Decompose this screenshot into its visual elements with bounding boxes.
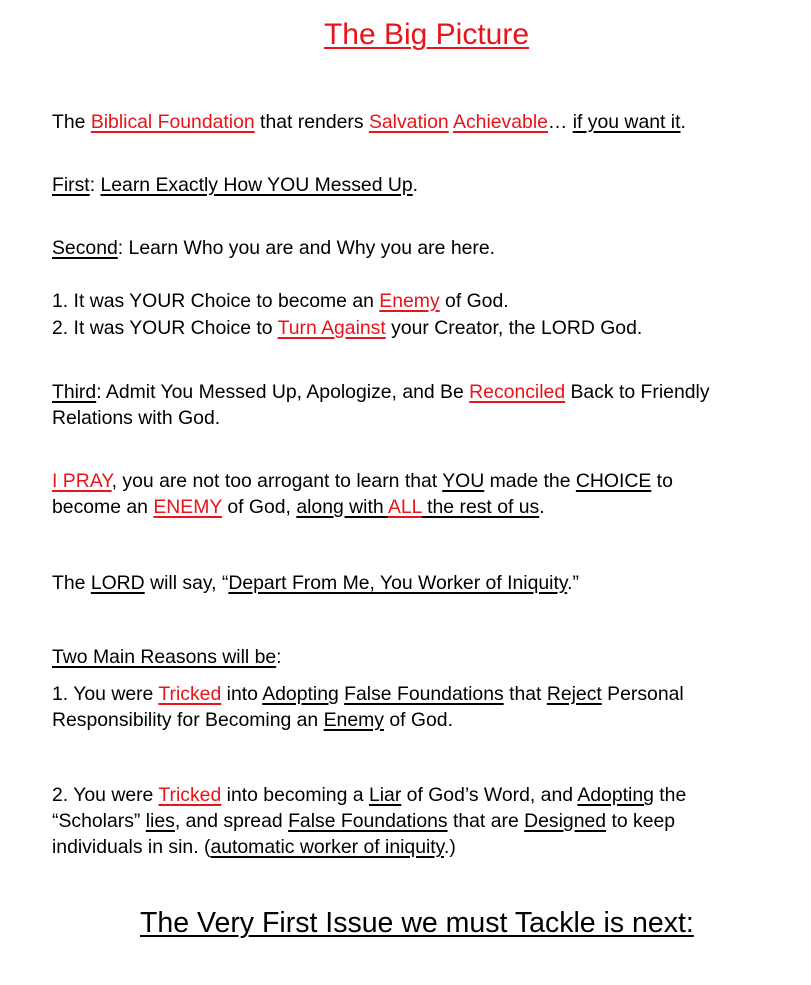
i-pray-link: I PRAY bbox=[52, 470, 112, 492]
text: the bbox=[653, 784, 687, 806]
text: Personal bbox=[601, 683, 684, 705]
rest-of-us-text: the rest of us bbox=[421, 496, 540, 518]
text: 1. You were bbox=[52, 683, 159, 705]
text: .) bbox=[443, 836, 456, 858]
text: into becoming a bbox=[221, 784, 369, 806]
text: : Learn Who you are and Why you are here. bbox=[117, 237, 496, 259]
choices-list bbox=[52, 288, 797, 341]
reasons-heading-text: Two Main Reasons will be bbox=[52, 646, 277, 668]
text: to bbox=[651, 470, 673, 492]
text: : bbox=[276, 646, 282, 668]
second-label: Second bbox=[52, 237, 118, 259]
text: that renders bbox=[254, 111, 369, 133]
text: … bbox=[547, 111, 573, 133]
automatic-worker-text: automatic worker of iniquity bbox=[210, 836, 444, 858]
choice-text: CHOICE bbox=[575, 470, 652, 492]
text: . bbox=[680, 111, 686, 133]
text: The bbox=[52, 572, 91, 594]
intro-paragraph bbox=[52, 109, 797, 135]
third-label: Third bbox=[52, 381, 97, 403]
text: of God’s Word, and bbox=[401, 784, 578, 806]
text: The bbox=[52, 111, 91, 133]
if-you-want-it: if you want it bbox=[572, 111, 681, 133]
enemy-link: Enemy bbox=[379, 290, 440, 312]
text: Back to Friendly bbox=[565, 381, 710, 403]
text: into bbox=[221, 683, 263, 705]
text: of God, bbox=[221, 496, 297, 518]
text: 2. You were bbox=[52, 784, 159, 806]
text: your Creator, the LORD God. bbox=[385, 317, 643, 339]
false-foundations-text: False Foundations bbox=[344, 683, 504, 705]
text: individuals in sin. ( bbox=[52, 836, 211, 858]
reasons-heading bbox=[52, 644, 797, 670]
depart-quote: Depart From Me, You Worker of Iniquity bbox=[228, 572, 568, 594]
liar-text: Liar bbox=[368, 784, 402, 806]
tricked-link: Tricked bbox=[158, 683, 222, 705]
pray-paragraph bbox=[52, 468, 797, 520]
text: .” bbox=[567, 572, 579, 594]
text: 1. It was YOUR Choice to become an bbox=[52, 290, 380, 312]
salvation-link: Salvation bbox=[368, 111, 449, 133]
list-item bbox=[52, 288, 797, 314]
page-title: The Big Picture bbox=[323, 18, 530, 51]
text: . bbox=[412, 174, 419, 196]
list-item bbox=[52, 315, 797, 341]
enemy-caps-link: ENEMY bbox=[153, 496, 222, 518]
adopting-text: Adopting bbox=[577, 784, 654, 806]
enemy-text: Enemy bbox=[323, 709, 384, 731]
text: of God. bbox=[383, 709, 453, 731]
lord-text: LORD bbox=[90, 572, 145, 594]
text: : bbox=[89, 174, 101, 196]
text: . bbox=[539, 496, 545, 518]
reason-1-paragraph bbox=[52, 681, 797, 733]
third-paragraph bbox=[52, 379, 797, 431]
designed-text: Designed bbox=[524, 810, 607, 832]
turn-against-link: Turn Against bbox=[277, 317, 386, 339]
all-link: ALL bbox=[387, 496, 422, 518]
first-paragraph bbox=[52, 172, 797, 198]
text: that bbox=[503, 683, 547, 705]
adopting-text: Adopting bbox=[262, 683, 339, 705]
you-text: YOU bbox=[442, 470, 485, 492]
closing-heading: The Very First Issue we must Tackle is next: bbox=[140, 907, 694, 939]
achievable-link: Achievable bbox=[453, 111, 548, 133]
text: , and spread bbox=[174, 810, 289, 832]
text: : Admit You Messed Up, Apologize, and Be bbox=[96, 381, 470, 403]
first-text: Learn Exactly How YOU Messed Up bbox=[100, 174, 413, 196]
text: Relations with God. bbox=[52, 407, 221, 429]
false-foundations-text: False Foundations bbox=[288, 810, 448, 832]
text: that are bbox=[447, 810, 525, 832]
text: made the bbox=[484, 470, 576, 492]
text: , you are not too arrogant to learn that bbox=[111, 470, 443, 492]
lies-text: lies bbox=[145, 810, 175, 832]
reconciled-link: Reconciled bbox=[469, 381, 566, 403]
text: Responsibility for Becoming an bbox=[52, 709, 324, 731]
text: to keep bbox=[606, 810, 676, 832]
biblical-foundation-link: Biblical Foundation bbox=[90, 111, 255, 133]
tricked-link: Tricked bbox=[158, 784, 222, 806]
text: become an bbox=[52, 496, 154, 518]
second-paragraph bbox=[52, 235, 797, 261]
reason-2-paragraph bbox=[52, 782, 797, 860]
lord-quote-paragraph bbox=[52, 570, 797, 596]
first-label: First bbox=[52, 174, 90, 196]
along-with-text: along with bbox=[296, 496, 388, 518]
text: “Scholars” bbox=[52, 810, 146, 832]
text: of God. bbox=[439, 290, 509, 312]
text: will say, “ bbox=[144, 572, 229, 594]
reject-text: Reject bbox=[546, 683, 602, 705]
text: 2. It was YOUR Choice to bbox=[52, 317, 278, 339]
